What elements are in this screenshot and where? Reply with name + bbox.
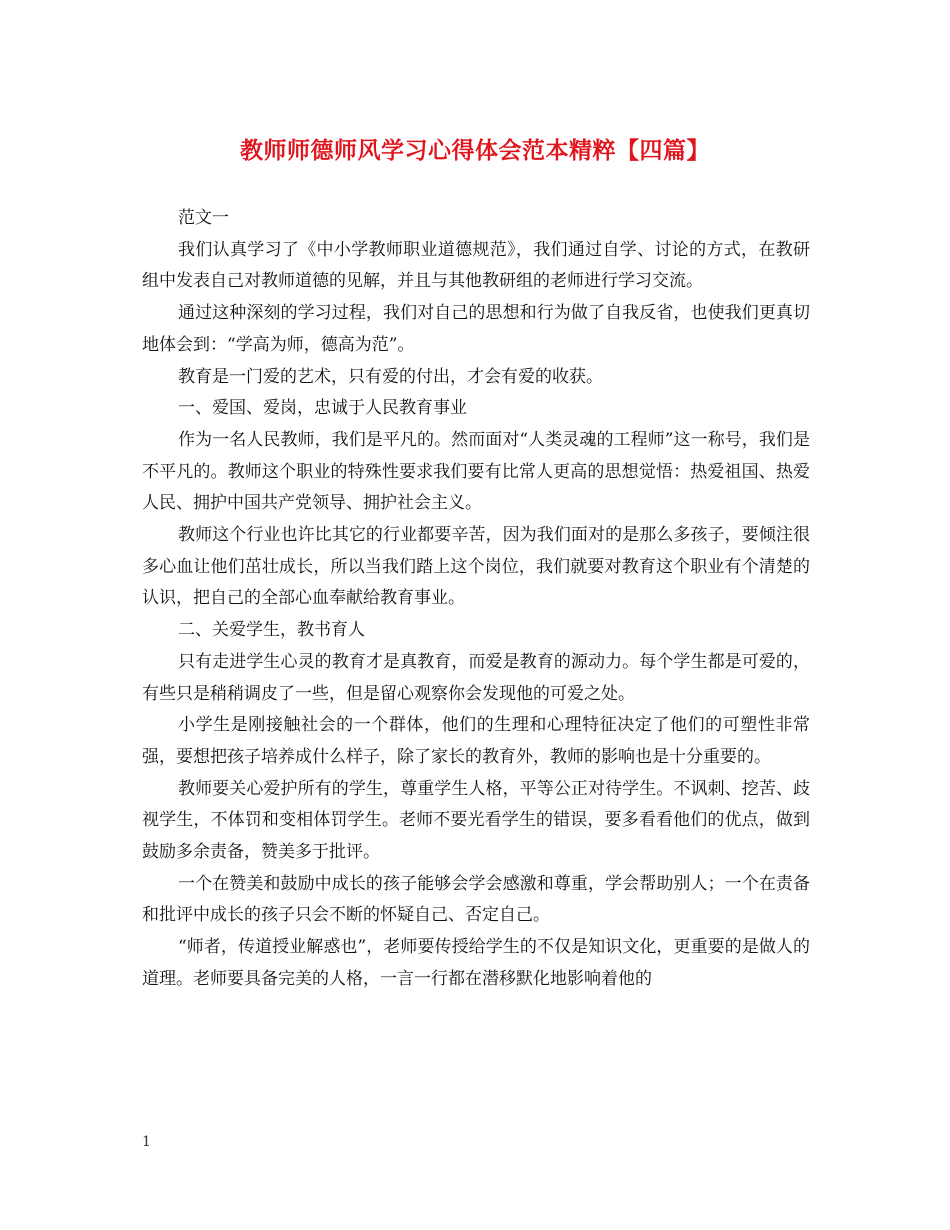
paragraph-8: 教师要关心爱护所有的学生，尊重学生人格，平等公正对待学生。不讽刺、挖苦、歧视学生，不体罚和变相体罚学生。老师不要光看学生的错误，要多看看他们的优点，做到鼓励多余责备，赞美多于批评。 — [142, 778, 810, 863]
section-heading-2: 二、关爱学生，教书育人 — [178, 620, 365, 641]
page-number: 1 — [142, 1134, 151, 1150]
paragraph-5: 教师这个行业也许比其它的行业都要辛苦，因为我们面对的是那么多孩子，要倾注很多心血让他们茁壮成长，所以当我们踏上这个岗位，我们就要对教育这个职业有个清楚的认识，把自己的全部心血奉献给教育事业。 — [142, 525, 810, 609]
paragraph-3: 教育是一门爱的艺术，只有爱的付出，才会有爱的收获。 — [178, 366, 603, 387]
paragraph-6: 只有走进学生心灵的教育才是真教育，而爱是教育的源动力。每个学生都是可爱的，有些只是稍稍调皮了一些，但是留心观察你会发现他的可爱之处。 — [142, 651, 810, 704]
section-heading-1: 一、爱国、爱岗，忠诚于人民教育事业 — [178, 398, 467, 419]
section-label-fanwen-1: 范文一 — [178, 208, 229, 228]
paragraph-1: 我们认真学习了《中小学教师职业道德规范》，我们通过自学、讨论的方式，在教研组中发表自己对教师道德的见解，并且与其他教研组的老师进行学习交流。 — [142, 239, 810, 292]
paragraph-10: “师者，传道授业解惑也”，老师要传授给学生的不仅是知识文化，更重要的是做人的道理。老师要具备完美的人格，一言一行都在潜移默化地影响着他的 — [142, 937, 810, 989]
paragraph-7: 小学生是刚接触社会的一个群体，他们的生理和心理特征决定了他们的可塑性非常强，要想把孩子培养成什么样子，除了家长的教育外，教师的影响也是十分重要的。 — [142, 715, 810, 767]
paragraph-9: 一个在赞美和鼓励中成长的孩子能够会学会感激和尊重，学会帮助别人；一个在责备和批评中成长的孩子只会不断的怀疑自己、否定自己。 — [142, 873, 810, 926]
paragraph-2: 通过这种深刻的学习过程，我们对自己的思想和行为做了自我反省，也使我们更真切地体会到：“学高为师，德高为范”。 — [142, 303, 810, 355]
paragraph-4: 作为一名人民教师，我们是平凡的。然而面对“人类灵魂的工程师”这一称号，我们是不平凡的。教师这个职业的特殊性要求我们要有比常人更高的思想觉悟：热爱祖国、热爱人民、拥护中国共产党领导、拥护社会主义。 — [142, 429, 810, 514]
page-title: 教师师德师风学习心得体会范本精粹【四篇】 — [240, 137, 710, 164]
document-body — [142, 203, 810, 996]
